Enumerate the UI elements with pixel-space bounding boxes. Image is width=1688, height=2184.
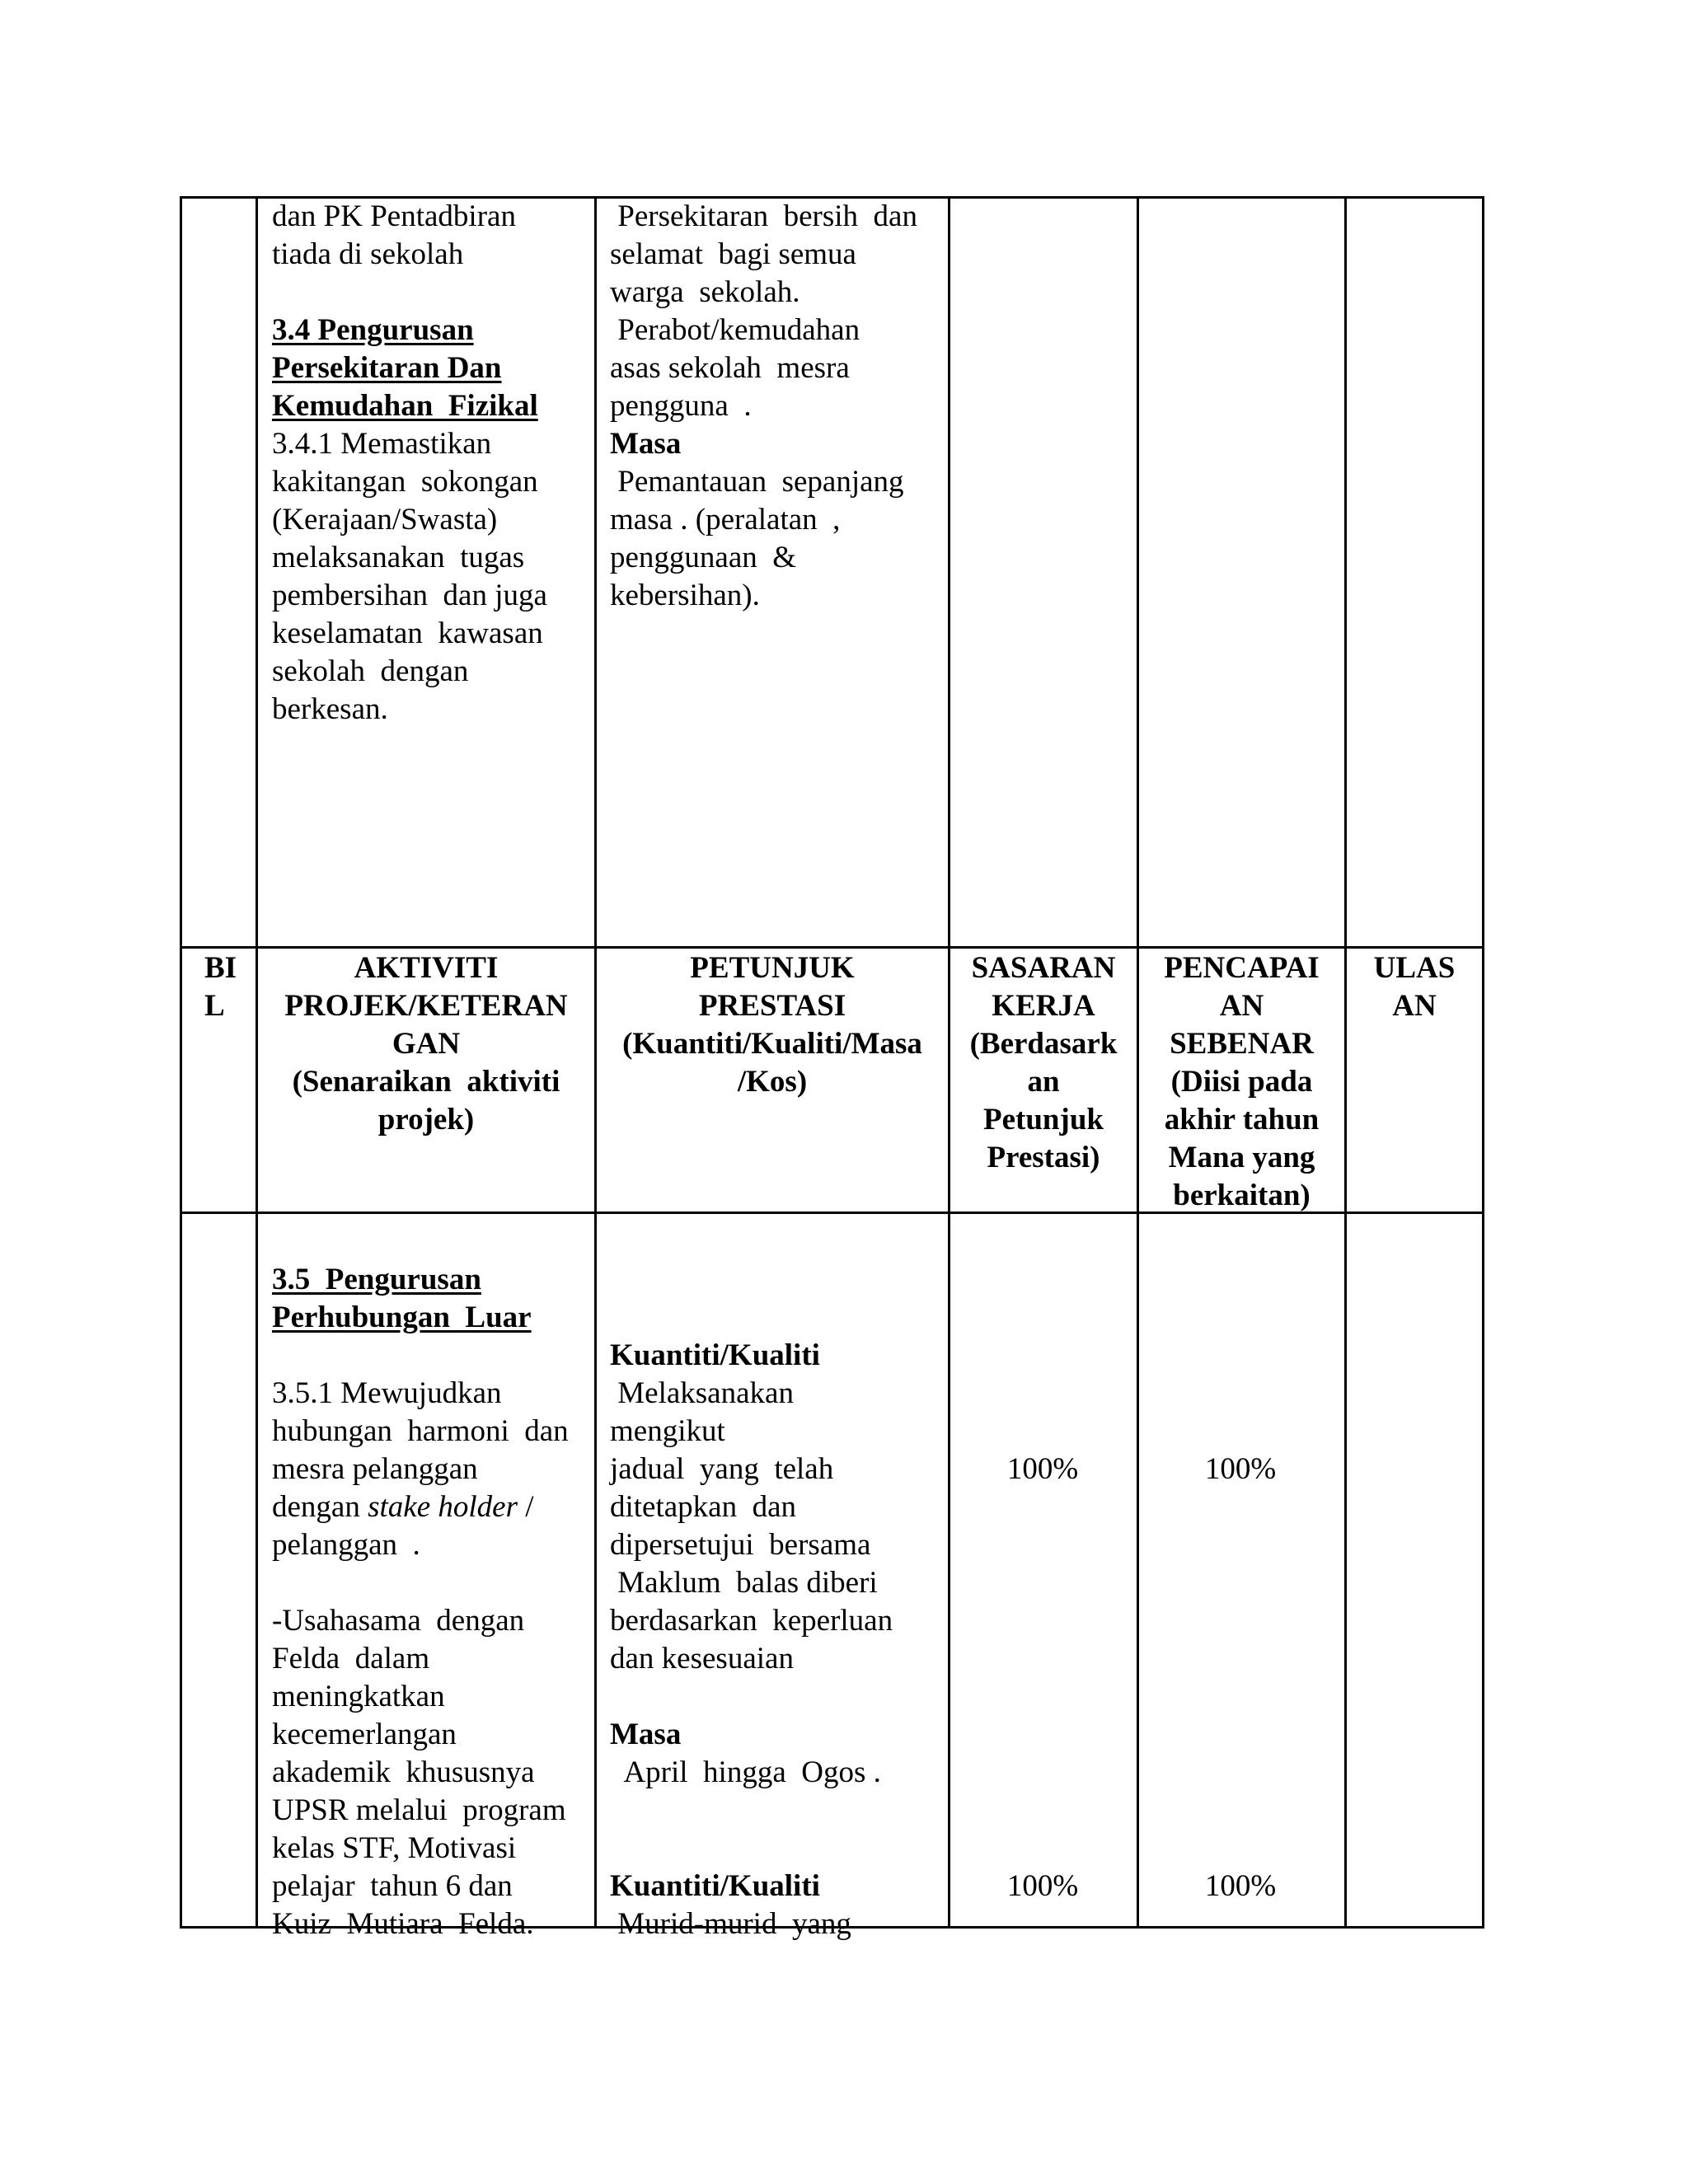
header-text: (Senaraikan aktiviti <box>292 1065 560 1099</box>
kuantiti-label: Kuantiti/Kualiti <box>610 1338 820 1372</box>
header-sasaran <box>950 949 1137 1177</box>
text-line: ditetapkan dan <box>610 1490 797 1524</box>
header-text: SASARAN <box>971 951 1116 985</box>
table-border-left <box>180 196 182 1928</box>
text-line: 3.4.1 Memastikan <box>272 427 492 461</box>
text-line: tiada di sekolah <box>272 237 464 271</box>
row1-indicator-cell <box>610 198 944 615</box>
header-text: PROJEK/KETERAN <box>284 989 568 1023</box>
header-text: L <box>204 989 225 1023</box>
text-line: selamat bagi semua <box>610 237 856 271</box>
section-heading: 3.4 Pengurusan <box>272 313 474 347</box>
header-text: ULAS <box>1373 951 1456 985</box>
header-pencapaian <box>1139 949 1344 1215</box>
text-line: melaksanakan tugas <box>272 541 525 574</box>
text-line: Persekitaran bersih dan <box>610 199 917 233</box>
text-line: kakitangan sokongan <box>272 465 538 499</box>
text-line: (Kerajaan/Swasta) <box>272 503 498 537</box>
text-line: berdasarkan keperluan <box>610 1604 893 1638</box>
text-line: UPSR melalui program <box>272 1793 566 1827</box>
header-text: AN <box>1219 989 1264 1023</box>
section-heading: Perhubungan Luar <box>272 1301 532 1334</box>
text-fragment-italic: stake holder <box>368 1490 518 1524</box>
text-line: pelanggan . <box>272 1528 420 1562</box>
header-text: akhir tahun <box>1164 1103 1320 1137</box>
text-line: mengikut <box>610 1414 725 1448</box>
header-text: projek) <box>377 1103 475 1137</box>
text-line: keselamatan kawasan <box>272 616 543 650</box>
header-bil <box>204 949 246 1025</box>
row-divider-1 <box>180 946 1484 949</box>
text-line: dan kesesuaian <box>610 1642 794 1675</box>
text-line: masa . (peralatan , <box>610 503 841 537</box>
masa-label: Masa <box>610 1718 682 1751</box>
text-line: Perabot/kemudahan <box>610 313 860 347</box>
text-fragment: / <box>517 1490 534 1524</box>
header-text: (Diisi pada <box>1170 1065 1313 1099</box>
pencapaian-value: 100% <box>1204 1869 1277 1903</box>
sasaran-value: 100% <box>1006 1869 1079 1903</box>
header-text: an <box>1027 1065 1060 1099</box>
text-line: 3.5.1 Mewujudkan <box>272 1376 502 1410</box>
text-line: dan PK Pentadbiran <box>272 199 516 233</box>
header-text: Petunjuk <box>983 1103 1104 1137</box>
section-heading: Persekitaran Dan <box>272 351 502 385</box>
header-text: KERJA <box>992 989 1095 1023</box>
header-ulasan <box>1347 949 1482 1025</box>
header-text: (Berdasark <box>969 1027 1118 1061</box>
text-line: pengguna . <box>610 389 752 423</box>
text-line: kecemerlangan <box>272 1718 457 1751</box>
header-text: /Kos) <box>737 1065 808 1099</box>
text-line: April hingga Ogos . <box>610 1755 881 1789</box>
header-text: PENCAPAI <box>1164 951 1320 985</box>
text-line: Maklum balas diberi <box>610 1566 878 1600</box>
text-line: -Usahasama dengan <box>272 1604 525 1638</box>
text-line: pelajar tahun 6 dan <box>272 1869 513 1903</box>
text-line: pembersihan dan juga <box>272 579 547 612</box>
sasaran-value: 100% <box>1006 1452 1079 1486</box>
header-text: Mana yang <box>1168 1141 1315 1174</box>
text-line: penggunaan & <box>610 541 797 574</box>
row1-activity-cell <box>272 198 589 729</box>
header-text: PETUNJUK <box>690 951 855 985</box>
text-line <box>272 1488 589 1526</box>
header-text: SEBENAR <box>1170 1027 1314 1061</box>
header-text: GAN <box>392 1027 461 1061</box>
text-line: mesra pelanggan <box>272 1452 478 1486</box>
text-line: kelas STF, Motivasi <box>272 1831 517 1865</box>
section-heading: 3.5 Pengurusan <box>272 1263 481 1296</box>
table-border-right <box>1482 196 1484 1928</box>
header-petunjuk <box>597 949 948 1101</box>
header-text: (Kuantiti/Kualiti/Masa <box>622 1027 922 1061</box>
text-line: jadual yang telah <box>610 1452 834 1486</box>
pencapaian-value: 100% <box>1204 1452 1277 1486</box>
text-line: dipersetujui bersama <box>610 1528 871 1562</box>
header-text: AKTIVITI <box>354 951 499 985</box>
header-text: berkaitan) <box>1173 1179 1311 1212</box>
header-text: Prestasi) <box>987 1141 1100 1174</box>
text-line: Melaksanakan <box>610 1376 794 1410</box>
column-divider-5 <box>1344 196 1347 1928</box>
text-line: Felda dalam <box>272 1642 430 1675</box>
row2-indicator-cell <box>610 1337 944 1943</box>
header-text: AN <box>1392 989 1437 1023</box>
text-line: Pemantauan sepanjang <box>610 465 904 499</box>
header-aktiviti <box>258 949 594 1139</box>
header-text: BI <box>204 951 237 985</box>
section-heading: Kemudahan Fizikal <box>272 389 538 423</box>
text-line: akademik khususnya <box>272 1755 535 1789</box>
masa-label: Masa <box>610 427 682 461</box>
text-line: warga sekolah. <box>610 275 800 309</box>
text-line: berkesan. <box>272 692 388 726</box>
text-line: sekolah dengan <box>272 654 469 688</box>
text-line: Murid-murid yang <box>610 1907 851 1941</box>
header-text: PRESTASI <box>698 989 846 1023</box>
kuantiti-label: Kuantiti/Kualiti <box>610 1869 820 1903</box>
row2-activity-cell <box>272 1261 589 1943</box>
text-fragment: dengan <box>272 1490 368 1524</box>
text-line: kebersihan). <box>610 579 760 612</box>
text-line: asas sekolah mesra <box>610 351 850 385</box>
text-line: meningkatkan <box>272 1680 445 1713</box>
text-line: Kuiz Mutiara Felda. <box>272 1907 534 1941</box>
text-line: hubungan harmoni dan <box>272 1414 569 1448</box>
